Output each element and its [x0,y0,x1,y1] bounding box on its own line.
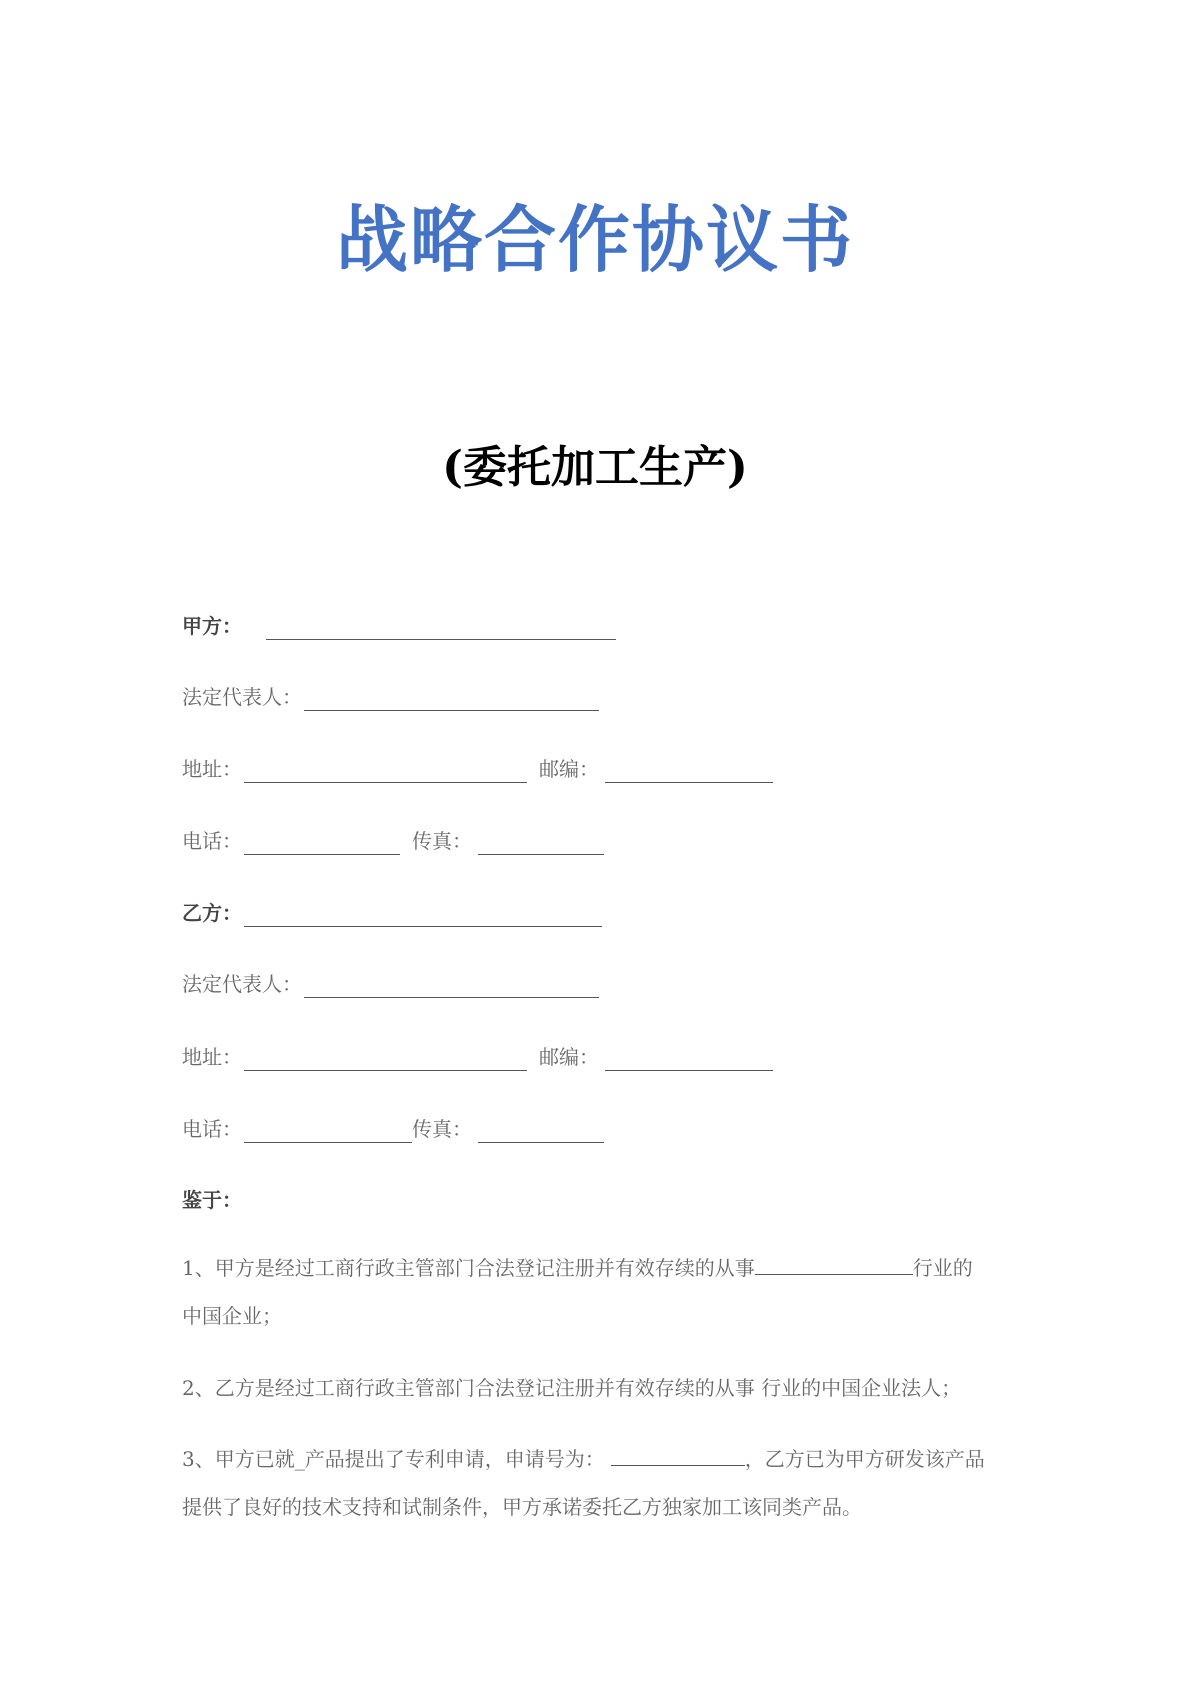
party-b-address-blank[interactable] [244,1048,527,1071]
party-b-address-row [182,1043,773,1071]
whereas-clause-3 [182,1435,1022,1531]
party-a-rep-blank[interactable] [304,688,599,711]
clause-2-text: 2、乙方是经过工商行政主管部门合法登记注册并有效存续的从事 行业的中国企业法人； [182,1376,962,1400]
party-a-phone-blank[interactable] [244,832,400,855]
clause-1-text-a: 1、甲方是经过工商行政主管部门合法登记注册并有效存续的从事 [182,1256,755,1280]
party-a-name-label: 甲方： [182,614,242,638]
party-a-postcode-label: 邮编： [539,757,599,781]
party-a-fax-blank[interactable] [478,832,604,855]
party-b-rep-blank[interactable] [304,975,599,998]
party-b-fax-label: 传真： [412,1117,472,1141]
party-b-name-blank[interactable] [244,904,602,927]
whereas-clause-1 [182,1244,1022,1340]
party-b-phone-row [182,1115,604,1143]
party-a-postcode-blank[interactable] [605,760,773,783]
party-b-phone-blank[interactable] [244,1120,412,1143]
document-title: 战略合作协议书 [335,198,854,282]
whereas-clause-2 [182,1364,1022,1412]
clause-3-text-b: ，乙方已为甲方研发该产品 [744,1447,985,1471]
party-b-name-row [182,899,602,927]
party-b-rep-label: 法定代表人： [182,972,302,996]
clause-1-text-c: 中国企业； [182,1304,282,1328]
whereas-heading-row [182,1186,242,1214]
clause-3-application-no-blank[interactable] [611,1443,745,1466]
clause-3-text-c: 提供了良好的技术支持和试制条件，甲方承诺委托乙方独家加工该同类产品。 [182,1495,862,1519]
party-b-name-label: 乙方： [182,901,242,925]
party-a-phone-label: 电话： [182,829,242,853]
party-b-phone-label: 电话： [182,1117,242,1141]
party-a-fax-label: 传真： [412,829,472,853]
clause-1-industry-blank[interactable] [755,1252,913,1275]
whereas-heading: 鉴于： [182,1188,242,1212]
party-a-rep-row [182,683,599,711]
party-a-name-row [182,612,616,640]
party-b-address-label: 地址： [182,1045,242,1069]
document-subtitle: (委托加工生产) [442,442,748,493]
party-a-phone-row [182,827,604,855]
party-a-name-blank[interactable] [266,617,616,640]
party-a-address-label: 地址： [182,757,242,781]
party-b-rep-row [182,970,599,998]
party-b-postcode-blank[interactable] [605,1048,773,1071]
clause-3-text-a: 3、甲方已就_产品提出了专利申请，申请号为： [182,1447,605,1471]
clause-1-text-b: 行业的 [912,1256,973,1280]
party-b-fax-blank[interactable] [478,1120,604,1143]
party-a-rep-label: 法定代表人： [182,685,302,709]
party-b-postcode-label: 邮编： [539,1045,599,1069]
party-a-address-row [182,755,773,783]
party-a-address-blank[interactable] [244,760,527,783]
